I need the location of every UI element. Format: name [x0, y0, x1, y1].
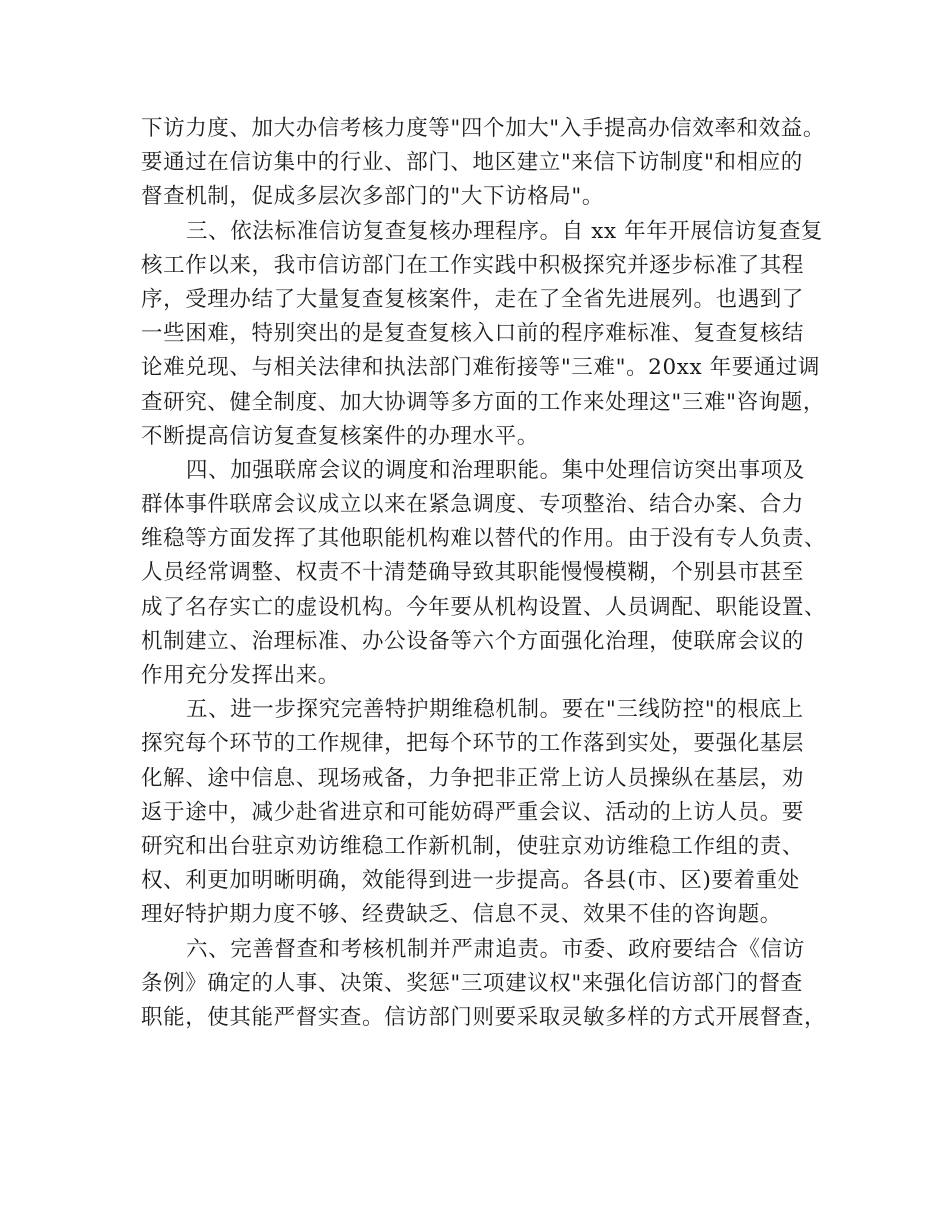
text-line: 维稳等方面发挥了其他职能机构难以替代的作用。由于没有专人负责、	[141, 526, 827, 552]
text-line: 要通过在信访集中的行业、部门、地区建立"来信下访制度"和相应的	[141, 150, 803, 176]
text-line: 研究和出台驻京劝访维稳工作新机制，使驻京劝访维稳工作组的责、	[141, 833, 805, 859]
text-line: 人员经常调整、权责不十清楚确导致其职能慢慢模糊，个别县市甚至	[141, 560, 805, 586]
section-heading-line: 六、完善督查和考核机制并严肃追责。市委、政府要结合《信访	[186, 936, 805, 962]
text-line: 群体事件联席会议成立以来在紧急调度、专项整治、结合办案、合力	[141, 492, 805, 518]
text-line: 下访力度、加大办信考核力度等"四个加大"入手提高办信效率和效益。	[141, 116, 825, 141]
text-line: 化解、途中信息、现场戒备，力争把非正常上访人员操纵在基层，劝	[141, 765, 805, 791]
section-heading-line: 四、加强联席会议的调度和治理职能。集中处理信访突出事项及	[186, 457, 805, 483]
section-heading-line: 三、依法标准信访复查复核办理程序。自 xx 年年开展信访复查复	[186, 218, 824, 244]
document-body	[141, 112, 831, 1035]
text-line: 权、利更加明晰明确，效能得到进一步提高。各县(市、区)要着重处	[141, 868, 800, 894]
text-line: 序，受理办结了大量复查复核案件，走在了全省先进展列。也遇到了	[141, 286, 805, 312]
text-line: 机制建立、治理标准、办公设备等六个方面强化治理，使联席会议的	[141, 628, 805, 654]
text-line: 成了名存实亡的虚设机构。今年要从机构设置、人员调配、职能设置、	[141, 594, 827, 620]
text-line: 核工作以来，我市信访部门在工作实践中积极探究并逐步标准了其程	[141, 252, 805, 278]
text-line: 督查机制，促成多层次多部门的"大下访格局"。	[141, 184, 604, 210]
text-line: 条例》确定的人事、决策、奖惩"三项建议权"来强化信访部门的督查	[141, 970, 803, 996]
text-line: 不断提高信访复查复核案件的办理水平。	[141, 423, 539, 449]
text-line: 返于途中，减少赴省进京和可能妨碍严重会议、活动的上访人员。要	[141, 799, 805, 825]
text-line: 作用充分发挥出来。	[141, 663, 340, 688]
text-line: 理好特护期力度不够、经费缺乏、信息不灵、效果不佳的咨询题。	[141, 902, 782, 928]
text-line: 论难兑现、与相关法律和执法部门难衔接等"三难"。20xx 年要通过调	[141, 355, 821, 381]
text-line: 一些困难，特别突出的是复查复核入口前的程序难标准、复查复核结	[141, 321, 805, 347]
text-line: 职能，使其能严督实查。信访部门则要采取灵敏多样的方式开展督查，	[141, 1004, 827, 1030]
section-heading-line: 五、进一步探究完善特护期维稳机制。要在"三线防控"的根底上	[186, 697, 804, 723]
text-line: 探究每个环节的工作规律，把每个环节的工作落到实处，要强化基层	[141, 731, 805, 757]
text-line: 查研究、健全制度、加大协调等多方面的工作来处理这"三难"咨询题，	[141, 389, 825, 415]
